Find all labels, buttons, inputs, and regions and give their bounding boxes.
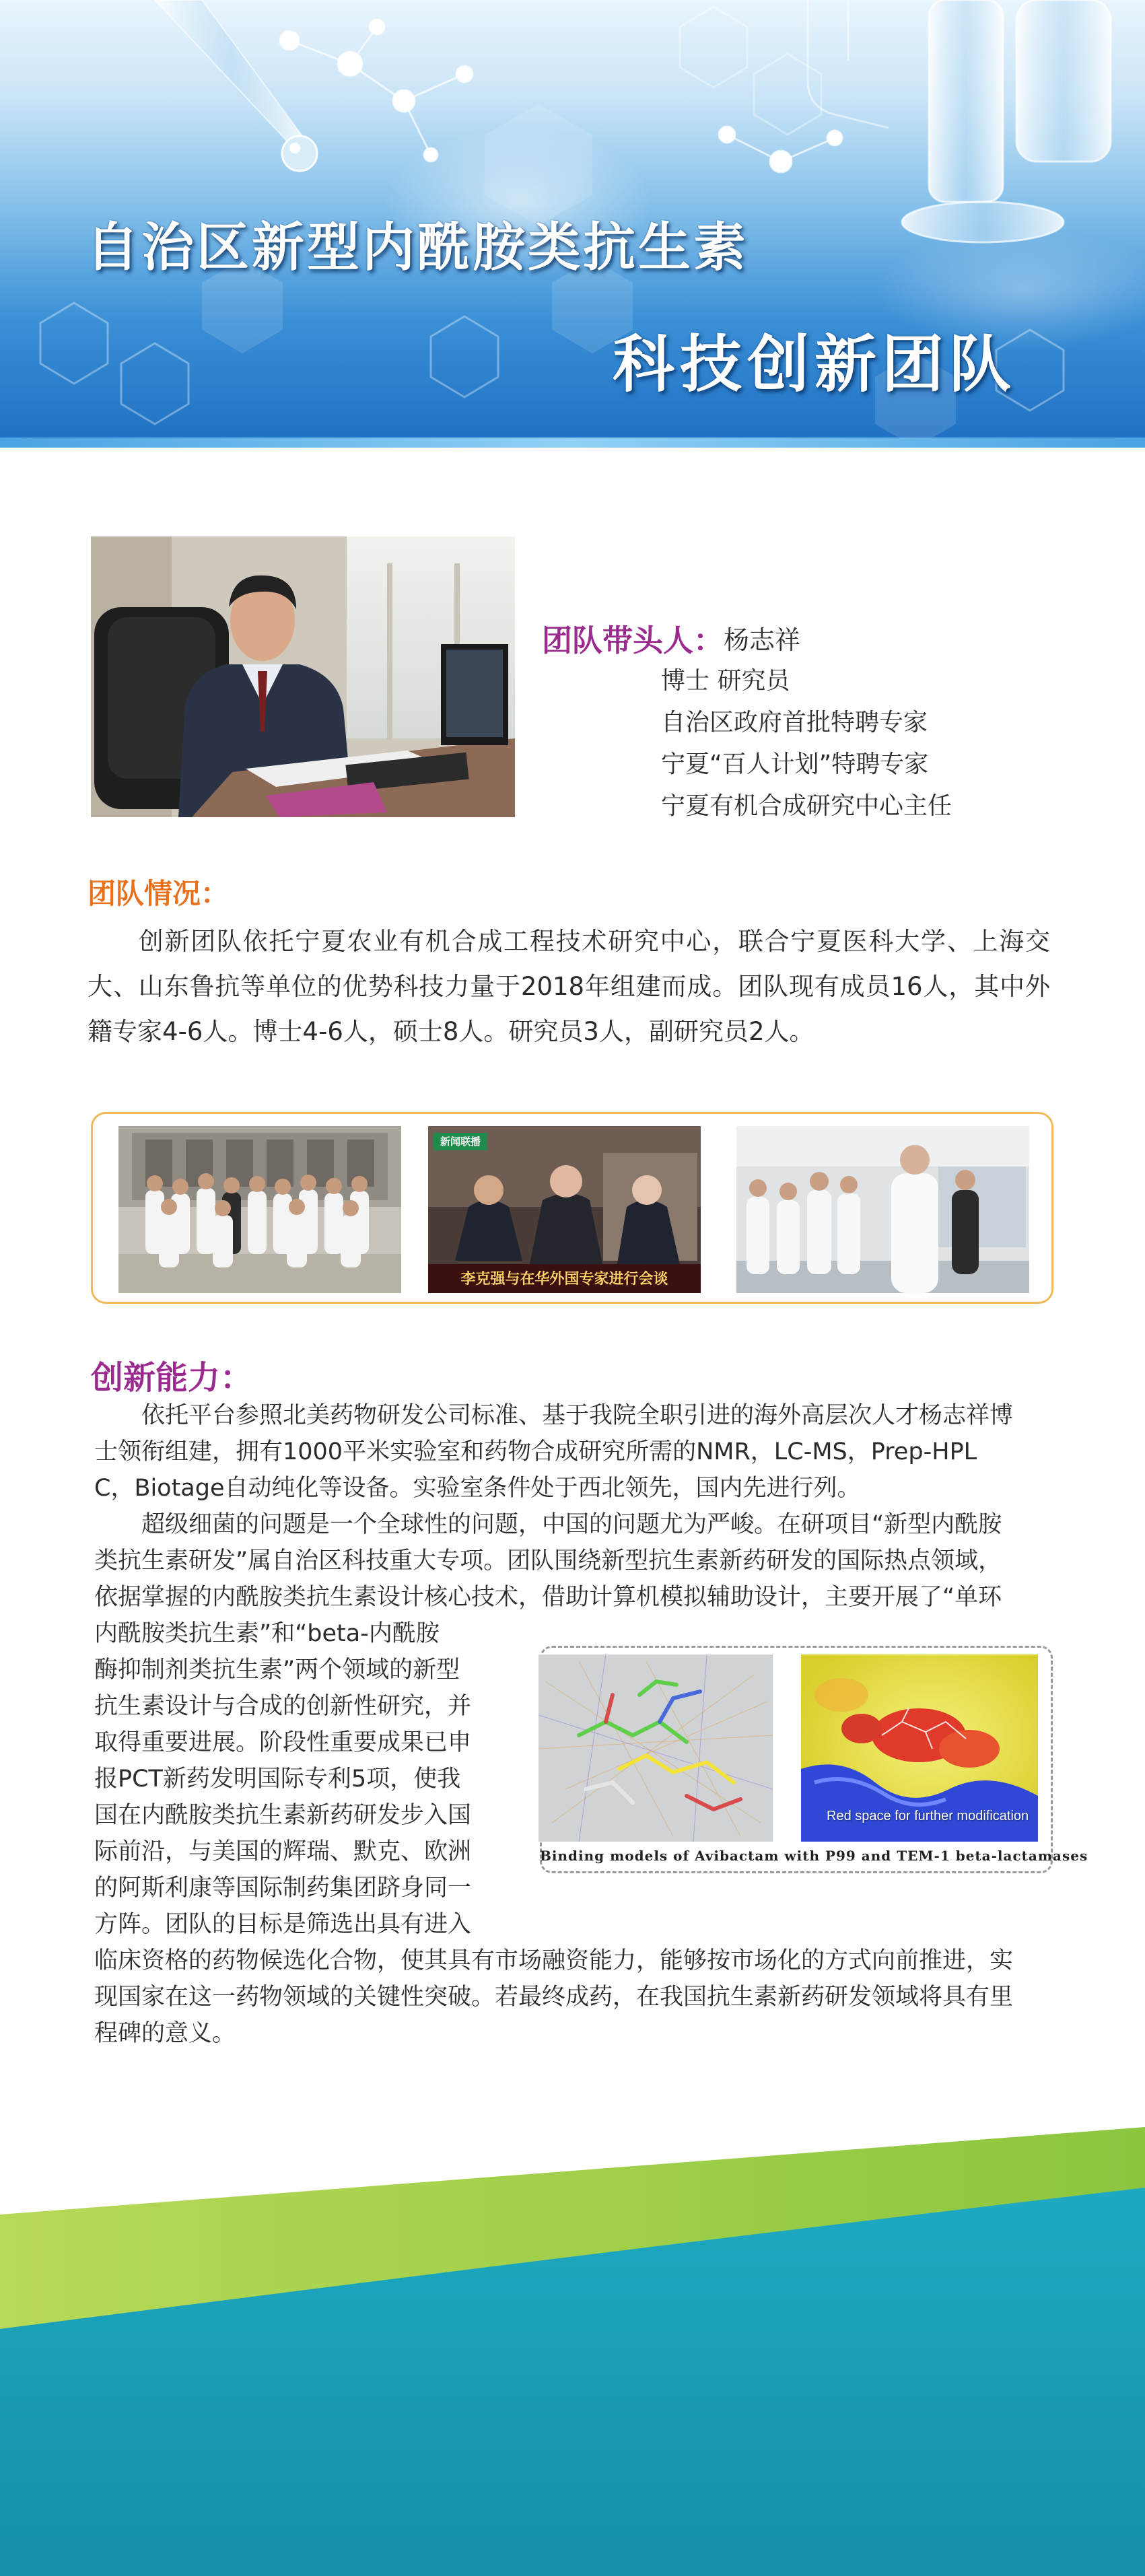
leader-title-director: 宁夏有机合成研究中心主任	[661, 792, 952, 820]
innovation-line-6: 依据掌握的内酰胺类抗生素设计核心技术，借助计算机模拟辅助设计，主要开展了“单环	[94, 1584, 1002, 1611]
leader-title-hundred-talents: 宁夏“百人计划”特聘专家	[661, 751, 929, 778]
innovation-tail-line-2: 现国家在这一药物领域的关键性突破。若最终成药，在我国抗生素新药研发领域将具有里	[94, 1984, 1014, 2011]
innovation-line-1: 依托平台参照北美药物研发公司标准、基于我院全职引进的海外高层次人才杨志祥博	[94, 1402, 1014, 1429]
innovation-narrow-line-1: 内酰胺类抗生素”和“beta-内酰胺	[94, 1620, 440, 1647]
innovation-narrow-line-9: 方阵。团队的目标是筛选出具有进入	[94, 1911, 472, 1938]
leader-title-expert: 自治区政府首批特聘专家	[661, 709, 928, 736]
innovation-line-3: C，Biotage自动纯化等设备。实验室条件处于西北领先，国内先进行列。	[94, 1475, 861, 1502]
innovation-tail-line-1: 临床资格的药物候选化合物，使其具有市场融资能力，能够按市场化的方式向前推进，实	[94, 1947, 1014, 1974]
header-divider	[0, 438, 1145, 448]
banner-title-line-2: 科技创新团队	[613, 328, 1017, 401]
news-logo: 新闻联播	[440, 1136, 481, 1148]
leader-name: 杨志祥	[724, 625, 801, 655]
leader-portrait-photo	[91, 536, 515, 817]
innovation-line-4: 超级细菌的问题是一个全球性的问题，中国的问题尤为严峻。在研项目“新型内酰胺	[94, 1511, 1002, 1538]
innovation-section-heading: 创新能力：	[91, 1359, 253, 1397]
team-description-text: 创新团队依托宁夏农业有机合成工程技术研究中心，联合宁夏医科大学、上海交大、山东鲁抗等单位的优势科技力量于2018年组建而成。团队现有成员16人，其中外籍专家4-6人。博士4-6人，硕士8人。研究员3人，副研究员2人。	[88, 927, 1050, 1046]
innovation-narrow-line-2: 酶抑制剂类抗生素”两个领域的新型	[94, 1657, 460, 1683]
leader-title-degree: 博士 研究员	[661, 667, 790, 695]
news-photo-caption: 李克强与在华外国专家进行会谈	[460, 1270, 668, 1288]
innovation-narrow-line-3: 抗生素设计与合成的创新性研究，并	[94, 1693, 472, 1720]
team-photo-strip	[91, 1112, 1053, 1304]
team-section-heading: 团队情况：	[88, 877, 230, 910]
header-banner	[0, 0, 1145, 448]
innovation-line-2: 士领衔组建，拥有1000平米实验室和药物合成研究所需的NMR，LC-MS，Prep-HPL	[94, 1438, 977, 1465]
team-description-paragraph	[88, 919, 1050, 1054]
footer-wave-decoration	[0, 2127, 1145, 2576]
innovation-line-5: 类抗生素研发”属自治区科技重大专项。团队围绕新型抗生素新药研发的国际热点领域，	[94, 1547, 1002, 1574]
leader-label: 团队带头人：	[542, 623, 724, 658]
team-group-photo	[118, 1126, 401, 1293]
innovation-tail-line-3: 程碑的意义。	[94, 2020, 236, 2047]
banner-title-line-1: 自治区新型内酰胺类抗生素	[86, 217, 749, 278]
red-space-label: Red space for further modification	[827, 1809, 1029, 1823]
innovation-narrow-line-7: 际前沿，与美国的辉瑞、默克、欧洲	[94, 1838, 472, 1865]
binding-model-p99-image	[539, 1655, 773, 1842]
figure-caption: Binding models of Avibactam with P99 and TEM-1 beta-lactamases	[540, 1848, 1088, 1864]
innovation-narrow-line-4: 取得重要进展。阶段性重要成果已申	[94, 1729, 472, 1756]
innovation-narrow-line-8: 的阿斯利康等国际制药集团跻身同一	[94, 1875, 472, 1902]
news-meeting-photo	[428, 1126, 701, 1293]
innovation-narrow-line-6: 国在内酰胺类抗生素新药研发步入国	[94, 1802, 472, 1829]
lab-visit-photo	[736, 1126, 1029, 1293]
innovation-narrow-line-5: 报PCT新药发明国际专利5项，使我	[94, 1766, 461, 1792]
